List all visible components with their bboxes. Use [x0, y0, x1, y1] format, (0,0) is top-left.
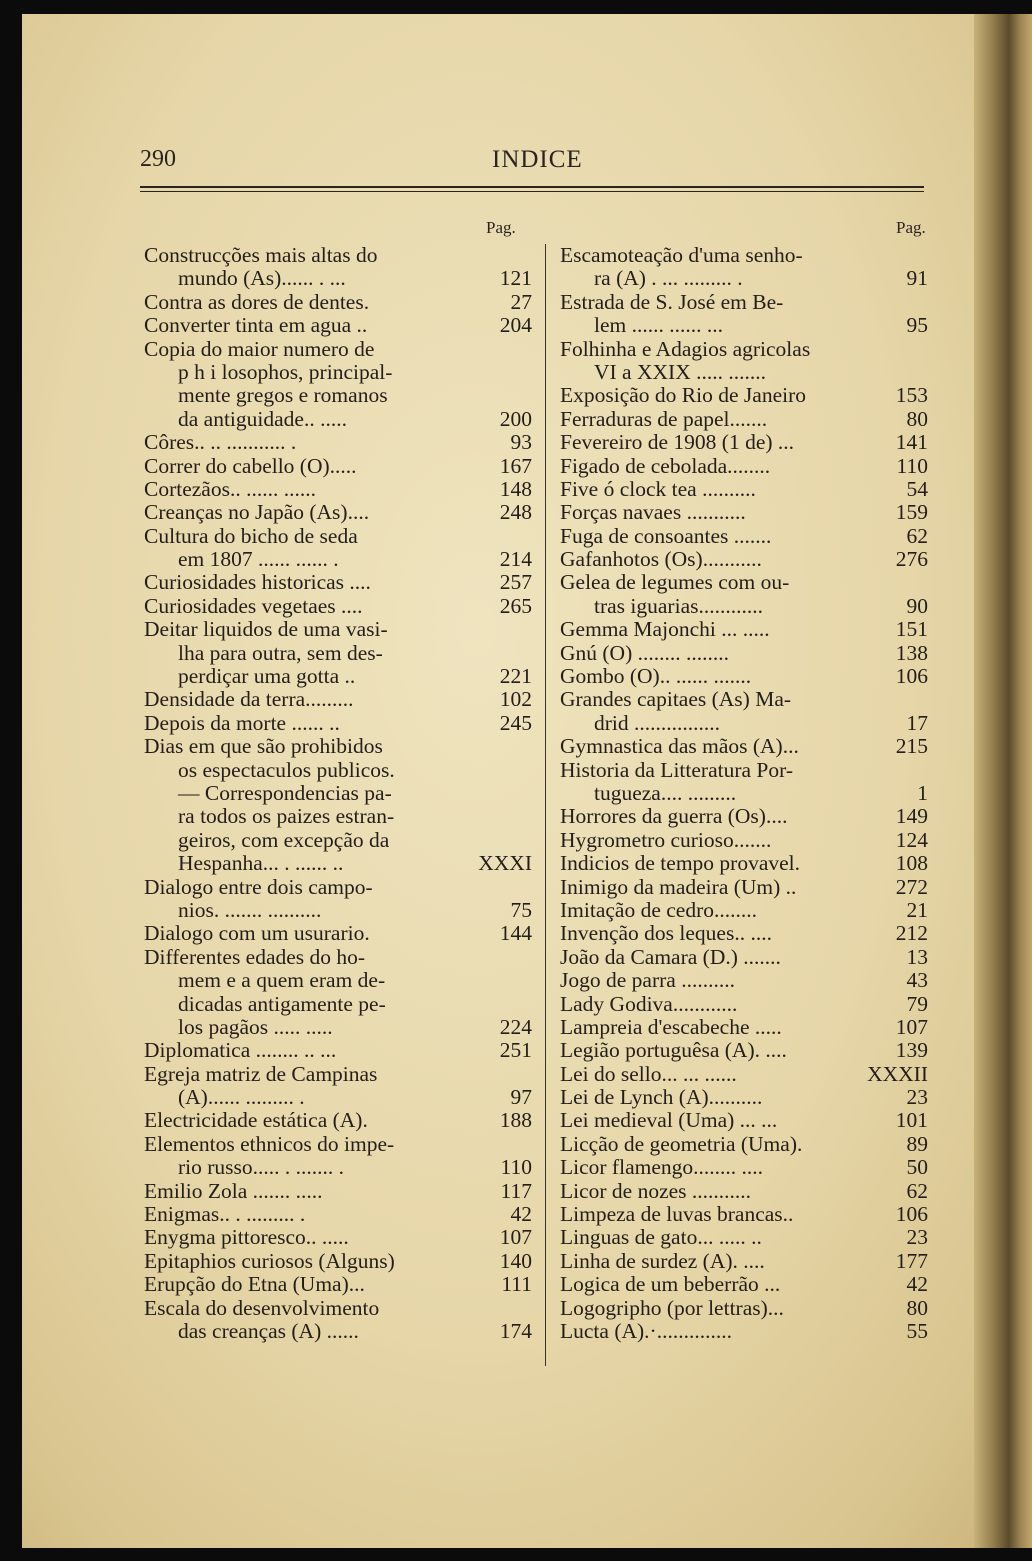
index-column-right: [560, 244, 930, 1343]
index-entry-page: 144: [499, 921, 532, 946]
page-title: INDICE: [492, 146, 583, 173]
index-entry: [560, 759, 930, 782]
index-entry: [560, 852, 930, 875]
index-entry: [144, 993, 544, 1016]
index-entry: [560, 922, 930, 945]
index-entry: [144, 829, 544, 852]
index-entry-page: 149: [895, 804, 928, 829]
index-entry-text: Gnú (O) ........ ........: [560, 640, 729, 665]
index-entry-text: João da Camara (D.) .......: [560, 944, 781, 969]
index-entry-page: 62: [906, 1178, 928, 1203]
index-entry-page: 1: [917, 780, 928, 805]
index-entry-page: 101: [895, 1108, 928, 1133]
index-entry: [560, 408, 930, 431]
left-pag-label: Pag.: [486, 218, 516, 237]
index-entry: [560, 1086, 930, 1109]
index-entry-page: 117: [500, 1178, 532, 1203]
index-entry-page: 93: [510, 430, 532, 455]
index-entry-text: tras iguarias............: [594, 593, 763, 618]
index-entry-page: 27: [510, 289, 532, 314]
index-entry-page: 174: [499, 1318, 532, 1343]
index-entry-text: Gymnastica das mãos (A)...: [560, 734, 799, 759]
index-entry-page: 257: [499, 570, 532, 595]
index-entry: [560, 1203, 930, 1226]
index-entry: [144, 759, 544, 782]
index-entry-text: Lei de Lynch (A)..........: [560, 1085, 763, 1110]
index-entry-text: Copia do maior numero de: [144, 336, 375, 361]
index-entry: [560, 1226, 930, 1249]
index-entry-page: 80: [906, 1295, 928, 1320]
index-entry-page: 90: [906, 593, 928, 618]
index-entry-page: 107: [499, 1225, 532, 1250]
index-entry-text: — Correspondencias pa-: [178, 780, 392, 805]
index-entry-text: Gafanhotos (Os)...........: [560, 547, 762, 572]
index-entry: [144, 1016, 544, 1039]
index-entry: [144, 1156, 544, 1179]
index-entry-page: 111: [501, 1272, 532, 1297]
index-entry-page: 54: [906, 476, 928, 501]
index-entry-text: Densidade da terra.........: [144, 687, 354, 712]
index-entry: [144, 1039, 544, 1062]
index-entry-text: Hygrometro curioso.......: [560, 827, 772, 852]
index-entry-text: Côres.. .. ........... .: [144, 430, 297, 455]
index-entry-text: Lei do sello... ... ......: [560, 1061, 737, 1086]
index-entry-text: Hespanha... . ...... ..: [178, 851, 344, 876]
index-entry-text: Construcções mais altas do: [144, 243, 378, 267]
index-entry-text: Linguas de gato... ..... ..: [560, 1225, 762, 1250]
index-entry-text: Elementos ethnicos do impe-: [144, 1131, 395, 1156]
index-entry-page: 23: [906, 1225, 928, 1250]
index-entry: [560, 361, 930, 384]
index-entry: [144, 338, 544, 361]
index-entry-page: 107: [895, 1014, 928, 1039]
index-entry-text: lem ...... ...... ...: [594, 313, 723, 338]
index-entry-page: 177: [895, 1248, 928, 1273]
index-entry-page: 55: [906, 1318, 928, 1343]
index-entry-text: mente gregos e romanos: [178, 383, 388, 408]
index-entry-text: p h i losophos, principal-: [178, 359, 393, 384]
index-entry: [144, 431, 544, 454]
index-entry-text: Contra as dores de dentes.: [144, 289, 370, 314]
index-entry: [560, 1039, 930, 1062]
index-entry: [560, 384, 930, 407]
index-entry: [144, 1180, 544, 1203]
index-entry-page: 140: [499, 1248, 532, 1273]
index-entry-page: 95: [906, 313, 928, 338]
index-entry-page: 215: [895, 734, 928, 759]
index-entry-text: ra todos os paizes estran-: [178, 804, 395, 829]
index-entry-page: 79: [906, 991, 928, 1016]
index-entry-text: drid ................: [594, 710, 721, 735]
index-entry: [144, 642, 544, 665]
index-entry-text: VI a XXIX ..... .......: [594, 359, 766, 384]
index-entry: [144, 384, 544, 407]
index-entry: [144, 571, 544, 594]
index-entry: [144, 408, 544, 431]
index-entry-page: 108: [895, 851, 928, 876]
index-entry-text: Horrores da guerra (Os)....: [560, 804, 788, 829]
index-entry: [560, 501, 930, 524]
index-entry-text: da antiguidade.. .....: [178, 406, 347, 431]
index-entry: [144, 548, 544, 571]
index-entry: [144, 455, 544, 478]
index-entry-text: Egreja matriz de Campinas: [144, 1061, 378, 1086]
index-entry: [560, 829, 930, 852]
index-entry: [560, 548, 930, 571]
index-entry-text: Fuga de consoantes .......: [560, 523, 772, 548]
index-entry: [560, 993, 930, 1016]
index-entry: [144, 712, 544, 735]
index-entry-text: Gelea de legumes com ou-: [560, 570, 790, 595]
index-entry-text: Indicios de tempo provavel.: [560, 851, 801, 876]
index-entry-text: Imitação de cedro........: [560, 897, 757, 922]
index-entry-text: Gombo (O).. ...... .......: [560, 664, 752, 689]
index-entry: [144, 688, 544, 711]
index-entry-text: Emilio Zola ....... .....: [144, 1178, 323, 1203]
index-entry-text: Dialogo com um usurario.: [144, 921, 370, 946]
index-entry-text: Dias em que são prohibidos: [144, 734, 383, 759]
index-entry-text: lha para outra, sem des-: [178, 640, 383, 665]
index-entry: [560, 314, 930, 337]
index-entry-text: tugueza.... .........: [594, 780, 737, 805]
index-entry: [560, 431, 930, 454]
index-entry-text: Invenção dos leques.. ....: [560, 921, 772, 946]
index-entry-text: Lei medieval (Uma) ... ...: [560, 1108, 778, 1133]
index-entry: [560, 946, 930, 969]
index-entry-text: Curiosidades historicas ....: [144, 570, 371, 595]
index-entry-text: Creanças no Japão (As)....: [144, 500, 370, 525]
index-entry-page: 80: [906, 406, 928, 431]
index-entry-text: Limpeza de luvas brancas..: [560, 1202, 794, 1227]
index-entry-text: Converter tinta em agua ..: [144, 313, 368, 338]
index-entry-text: ra (A) . ... ......... .: [594, 266, 743, 291]
page-number: 290: [140, 146, 176, 172]
index-entry: [144, 1226, 544, 1249]
index-entry-page: 43: [906, 968, 928, 993]
index-entry-text: Forças navaes ...........: [560, 500, 746, 525]
index-entry-page: 212: [895, 921, 928, 946]
index-entry: [144, 969, 544, 992]
index-entry-page: 17: [906, 710, 928, 735]
index-entry: [560, 805, 930, 828]
index-entry-page: 200: [499, 406, 532, 431]
index-entry: [560, 1273, 930, 1296]
index-entry: [560, 969, 930, 992]
index-entry: [560, 244, 930, 267]
index-entry-page: 245: [499, 710, 532, 735]
index-column-left: [144, 244, 544, 1343]
index-entry-page: 221: [499, 664, 532, 689]
index-entry-text: Five ó clock tea ..........: [560, 476, 756, 501]
right-pag-label: Pag.: [896, 218, 926, 237]
index-entry: [560, 1156, 930, 1179]
index-entry-page: 13: [906, 944, 928, 969]
index-entry-page: 204: [499, 313, 532, 338]
index-entry-text: nios. ....... ..........: [178, 897, 322, 922]
index-entry: [560, 455, 930, 478]
index-entry: [560, 291, 930, 314]
index-entry-text: dicadas antigamente pe-: [178, 991, 386, 1016]
index-entry: [144, 1063, 544, 1086]
index-entry: [560, 338, 930, 361]
index-entry-text: os espectaculos publicos.: [178, 757, 395, 782]
index-entry-page: 214: [499, 547, 532, 572]
index-entry: [144, 618, 544, 641]
index-entry: [144, 1320, 544, 1343]
index-entry-page: 50: [906, 1155, 928, 1180]
index-entry: [560, 688, 930, 711]
index-entry: [560, 267, 930, 290]
index-entry-text: Figado de cebolada........: [560, 453, 771, 478]
index-entry-text: Logica de um beberrão ...: [560, 1272, 781, 1297]
index-entry-page: 121: [499, 266, 532, 291]
index-entry-text: Ferraduras de papel.......: [560, 406, 768, 431]
index-entry-page: 97: [510, 1085, 532, 1110]
index-entry: [144, 876, 544, 899]
index-entry: [560, 735, 930, 758]
index-entry: [144, 1133, 544, 1156]
index-entry-text: Cortezãos.. ...... ......: [144, 476, 316, 501]
index-entry: [144, 267, 544, 290]
index-entry-text: Legião portuguêsa (A). ....: [560, 1038, 787, 1063]
book-page: [22, 14, 1032, 1548]
index-entry: [144, 782, 544, 805]
index-entry-text: Licção de geometria (Uma).: [560, 1131, 803, 1156]
index-entry-text: Escala do desenvolvimento: [144, 1295, 380, 1320]
index-entry-text: los pagãos ..... .....: [178, 1014, 333, 1039]
index-entry: [144, 1273, 544, 1296]
column-divider: [545, 244, 546, 1366]
index-entry-text: mem e a quem eram de-: [178, 968, 386, 993]
index-entry: [560, 665, 930, 688]
index-entry-text: Deitar liquidos de uma vasi-: [144, 617, 388, 642]
index-entry-text: Enygma pittoresco.. .....: [144, 1225, 349, 1250]
index-entry: [144, 946, 544, 969]
index-entry-page: 23: [906, 1085, 928, 1110]
index-entry: [560, 595, 930, 618]
index-entry-text: em 1807 ...... ...... .: [178, 547, 339, 572]
index-entry: [144, 735, 544, 758]
index-entry: [560, 642, 930, 665]
index-entry: [560, 1320, 930, 1343]
index-entry: [560, 712, 930, 735]
index-entry-text: Logogripho (por lettras)...: [560, 1295, 784, 1320]
index-entry: [560, 1250, 930, 1273]
index-entry: [144, 501, 544, 524]
index-entry-page: 110: [896, 453, 928, 478]
index-entry-page: 167: [499, 453, 532, 478]
index-entry: [144, 899, 544, 922]
index-entry-page: XXXI: [478, 851, 532, 876]
index-entry: [144, 1297, 544, 1320]
index-entry: [144, 361, 544, 384]
index-entry: [144, 525, 544, 548]
index-entry: [560, 876, 930, 899]
index-entry-page: 276: [895, 547, 928, 572]
index-entry-text: Epitaphios curiosos (Alguns): [144, 1248, 395, 1273]
index-entry-page: 272: [895, 874, 928, 899]
index-entry-text: Licor de nozes ...........: [560, 1178, 752, 1203]
index-entry-page: 89: [906, 1131, 928, 1156]
index-entry-page: 141: [895, 430, 928, 455]
index-entry-text: Depois da morte ...... ..: [144, 710, 340, 735]
index-entry-text: Escamoteação d'uma senho-: [560, 243, 803, 267]
index-entry: [144, 478, 544, 501]
index-entry: [560, 618, 930, 641]
index-entry-text: Cultura do bicho de seda: [144, 523, 358, 548]
index-entry: [560, 1180, 930, 1203]
index-entry-text: Dialogo entre dois campo-: [144, 874, 373, 899]
index-entry: [560, 782, 930, 805]
index-entry-page: 153: [895, 383, 928, 408]
index-entry-page: XXXII: [867, 1061, 928, 1086]
header-rule-thin: [140, 191, 924, 192]
index-entry: [144, 852, 544, 875]
index-entry-text: Fevereiro de 1908 (1 de) ...: [560, 430, 795, 455]
index-entry-text: Exposição do Rio de Janeiro: [560, 383, 807, 408]
index-entry-text: Lady Godiva............: [560, 991, 738, 1016]
header-rule-thick: [140, 186, 924, 188]
index-entry-text: Electricidade estática (A).: [144, 1108, 368, 1133]
index-entry-text: rio russo..... . ....... .: [178, 1155, 345, 1180]
index-entry-text: (A)...... ......... .: [178, 1085, 305, 1110]
book-spine-shadow: [974, 14, 1032, 1548]
index-entry-page: 124: [895, 827, 928, 852]
index-entry: [560, 478, 930, 501]
index-entry: [560, 1133, 930, 1156]
index-entry-page: 224: [499, 1014, 532, 1039]
index-entry-page: 42: [510, 1202, 532, 1227]
index-entry-page: 106: [895, 664, 928, 689]
index-entry-page: 42: [906, 1272, 928, 1297]
index-entry-text: Gemma Majonchi ... .....: [560, 617, 770, 642]
index-entry: [144, 1250, 544, 1273]
index-entry: [144, 595, 544, 618]
index-entry: [144, 1086, 544, 1109]
index-entry-page: 159: [895, 500, 928, 525]
index-entry-text: Folhinha e Adagios agricolas: [560, 336, 811, 361]
index-entry-page: 62: [906, 523, 928, 548]
index-entry-page: 265: [499, 593, 532, 618]
index-entry: [144, 1109, 544, 1132]
index-entry-text: Historia da Litteratura Por-: [560, 757, 794, 782]
index-entry-text: Linha de surdez (A). ....: [560, 1248, 765, 1273]
index-entry-page: 21: [906, 897, 928, 922]
index-entry: [560, 1063, 930, 1086]
index-entry: [560, 525, 930, 548]
index-entry-page: 251: [499, 1038, 532, 1063]
index-entry: [144, 1203, 544, 1226]
index-entry: [144, 314, 544, 337]
index-entry-text: Curiosidades vegetaes ....: [144, 593, 363, 618]
index-entry-page: 75: [510, 897, 532, 922]
index-entry-page: 102: [499, 687, 532, 712]
index-entry-page: 106: [895, 1202, 928, 1227]
index-entry-text: Estrada de S. José em Be-: [560, 289, 784, 314]
index-entry: [560, 571, 930, 594]
index-entry: [560, 1016, 930, 1039]
index-entry-page: 148: [499, 476, 532, 501]
index-entry: [144, 665, 544, 688]
index-entry-page: 188: [499, 1108, 532, 1133]
index-entry-text: Grandes capitaes (As) Ma-: [560, 687, 792, 712]
index-entry-text: Licor flamengo........ ....: [560, 1155, 764, 1180]
index-entry-text: Lampreia d'escabeche .....: [560, 1014, 782, 1039]
index-entry: [560, 1297, 930, 1320]
index-entry: [560, 1109, 930, 1132]
index-entry: [144, 244, 544, 267]
index-entry-text: mundo (As)...... . ...: [178, 266, 346, 291]
index-entry-text: das creanças (A) ......: [178, 1318, 359, 1343]
index-entry-page: 138: [895, 640, 928, 665]
index-entry: [144, 805, 544, 828]
index-entry-text: Diplomatica ........ .. ...: [144, 1038, 337, 1063]
index-entry: [144, 922, 544, 945]
index-entry: [560, 899, 930, 922]
index-entry-text: Lucta (A).·..............: [560, 1318, 732, 1343]
index-entry-text: Inimigo da madeira (Um) ..: [560, 874, 797, 899]
index-entry-page: 139: [895, 1038, 928, 1063]
index-entry-text: Correr do cabello (O).....: [144, 453, 357, 478]
index-entry-page: 91: [906, 266, 928, 291]
index-entry-text: Jogo de parra ..........: [560, 968, 735, 993]
index-entry-text: Differentes edades do ho-: [144, 944, 366, 969]
index-entry-text: Enigmas.. . ......... .: [144, 1202, 306, 1227]
index-entry: [144, 291, 544, 314]
index-entry-page: 110: [500, 1155, 532, 1180]
index-entry-page: 248: [499, 500, 532, 525]
index-entry-text: perdiçar uma gotta ..: [178, 664, 356, 689]
index-entry-text: geiros, com excepção da: [178, 827, 390, 852]
index-entry-text: Erupção do Etna (Uma)...: [144, 1272, 365, 1297]
index-entry-page: 151: [895, 617, 928, 642]
